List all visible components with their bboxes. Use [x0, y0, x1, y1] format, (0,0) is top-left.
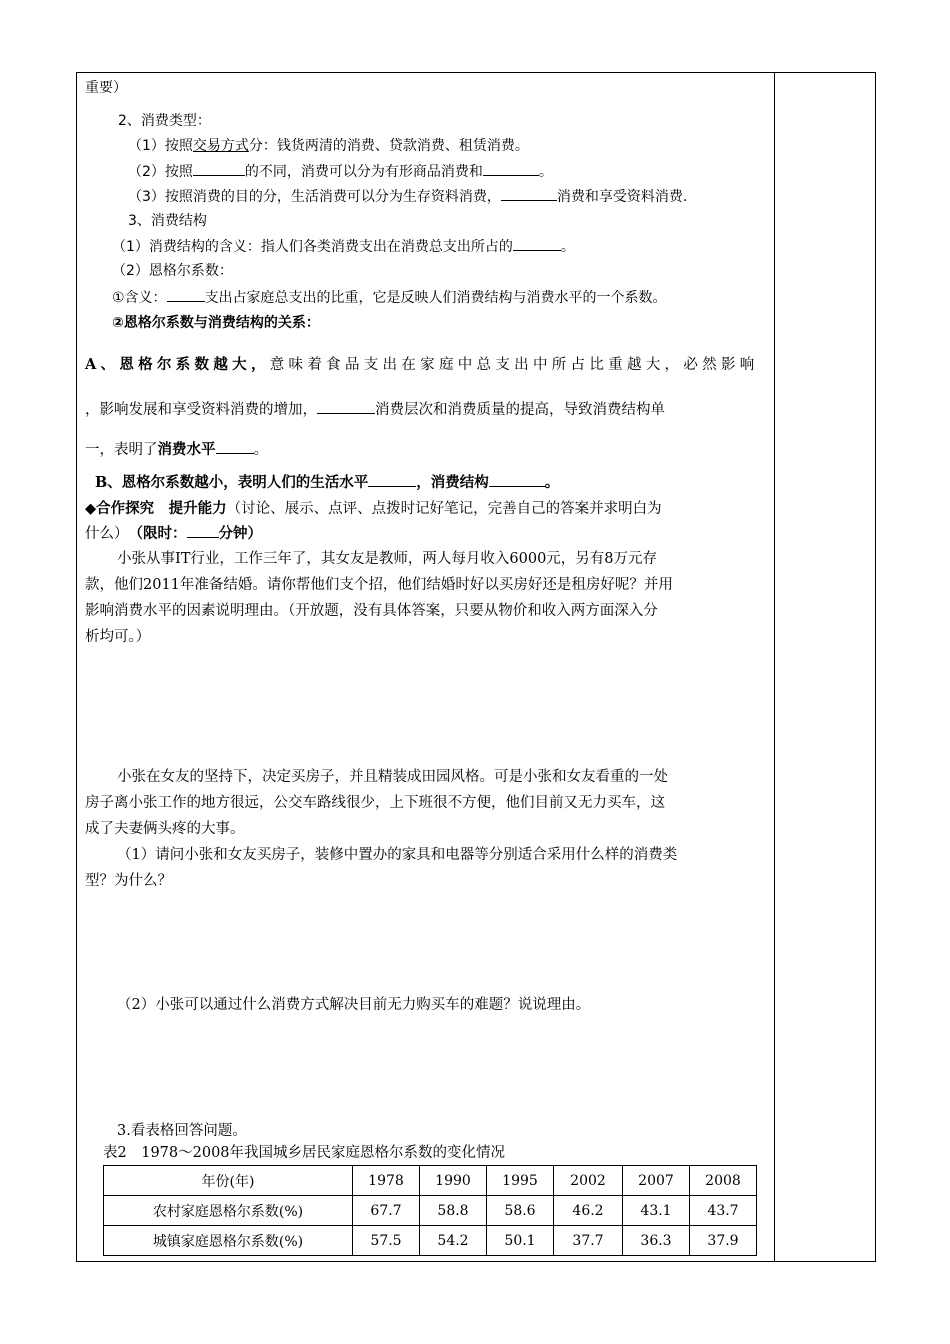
header-cell: 2007 — [623, 1166, 690, 1196]
paragraph-line: 房子离小张工作的地方很远，公交车路线很少，上下班很不方便，他们目前又无力买车，这 — [85, 795, 665, 811]
text-line: 什么） （限时： 分钟） — [85, 525, 262, 542]
column-divider — [774, 72, 775, 1262]
question-line: （1）请问小张和女友买房子，装修中置办的家具和电器等分别适合采用什么样的消费类 — [117, 847, 678, 863]
table-cell: 50.1 — [487, 1226, 554, 1256]
fill-blank[interactable] — [216, 439, 254, 454]
table-cell: 37.9 — [690, 1226, 757, 1256]
table-cell: 43.1 — [623, 1196, 690, 1226]
table-cell: 57.5 — [353, 1226, 420, 1256]
text-line: （3）按照消费的目的分，生活消费可以分为生存资料消费， 消费和享受资料消费. — [128, 186, 687, 207]
fill-blank[interactable] — [501, 186, 557, 201]
fill-blank[interactable] — [483, 161, 539, 176]
text-line: （1）消费结构的含义：指人们各类消费支出在消费总支出所占的 。 — [112, 236, 575, 257]
header-cell: 1995 — [487, 1166, 554, 1196]
text-line: （1）按照交易方式分：钱货两清的消费、贷款消费、租赁消费。 — [128, 138, 529, 154]
table-cell: 58.8 — [420, 1196, 487, 1226]
section-heading: 3、消费结构 — [128, 213, 207, 229]
text-line: （2）恩格尔系数： — [112, 263, 233, 279]
table-row — [104, 1196, 757, 1226]
paragraph-line: 小张在女友的坚持下，决定买房子，并且精装成田园风格。可是小张和女友看重的一处 — [117, 769, 668, 785]
table-cell: 36.3 — [623, 1226, 690, 1256]
subheading: ②恩格尔系数与消费结构的关系： — [112, 315, 320, 331]
section-heading: 2、消费类型： — [118, 113, 211, 129]
fill-blank[interactable] — [193, 161, 245, 176]
paragraph-line: 款，他们2011年准备结婚。请你帮他们支个招，他们结婚时好以买房好还是租房好呢？并用 — [85, 577, 673, 593]
table-cell: 46.2 — [554, 1196, 623, 1226]
table-header-row — [104, 1166, 757, 1196]
text-line: 一，表明了消费水平 。 — [85, 441, 268, 458]
header-cell: 1990 — [420, 1166, 487, 1196]
header-cell: 2008 — [690, 1166, 757, 1196]
engel-table — [103, 1165, 757, 1256]
table-cell: 37.7 — [554, 1226, 623, 1256]
text-line: 重要） — [85, 80, 127, 96]
paragraph-line: 影响消费水平的因素说明理由。（开放题，没有具体答案，只要从物价和收入两方面深入分 — [85, 603, 658, 619]
table-cell: 58.6 — [487, 1196, 554, 1226]
question-line: 型？为什么？ — [85, 873, 172, 889]
table-cell: 54.2 — [420, 1226, 487, 1256]
text-line: ，影响发展和享受资料消费的增加， 消费层次和消费质量的提高，导致消费结构单 — [85, 399, 665, 420]
text-line: B、恩格尔系数越小，表明人们的生活水平 ，消费结构 。 — [95, 474, 560, 491]
table-caption: 表2 1978～2008年我国城乡居民家庭恩格尔系数的变化情况 — [103, 1145, 506, 1161]
fill-blank[interactable] — [187, 523, 219, 538]
text-line: A、恩格尔系数越大，意味着食品支出在家庭中总支出中所占比重越大，必然影响 — [85, 356, 759, 373]
table-row — [104, 1226, 757, 1256]
fill-blank[interactable] — [489, 472, 545, 487]
text-line: （2）按照 的不同，消费可以分为有形商品消费和 。 — [128, 161, 553, 182]
paragraph-line: 小张从事IT行业，工作三年了，其女友是教师，两人每月收入6000元，另有8万元存 — [117, 551, 658, 567]
row-label-cell: 城镇家庭恩格尔系数(%) — [104, 1226, 353, 1256]
fill-blank[interactable] — [167, 287, 205, 302]
table-cell: 67.7 — [353, 1196, 420, 1226]
paragraph-line: 成了夫妻俩头疼的大事。 — [85, 821, 245, 837]
fill-blank[interactable] — [513, 236, 561, 251]
text-line: ①含义： 支出占家庭总支出的比重，它是反映人们消费结构与消费水平的一个系数。 — [112, 287, 667, 308]
header-cell: 1978 — [353, 1166, 420, 1196]
paragraph-line: 析均可。） — [85, 629, 151, 645]
table-cell: 43.7 — [690, 1196, 757, 1226]
question-line: （2）小张可以通过什么消费方式解决目前无力购买车的难题？说说理由。 — [117, 997, 591, 1013]
row-label-cell: 农村家庭恩格尔系数(%) — [104, 1196, 353, 1226]
section-heading: ◆合作探究 提升能力（讨论、展示、点评、点拨时记好笔记，完善自己的答案并求明白为 — [85, 500, 662, 517]
fill-blank[interactable] — [368, 472, 416, 487]
fill-blank[interactable] — [317, 399, 375, 414]
header-cell: 年份(年) — [104, 1166, 353, 1196]
question-line: 3.看表格回答问题。 — [117, 1123, 247, 1139]
header-cell: 2002 — [554, 1166, 623, 1196]
